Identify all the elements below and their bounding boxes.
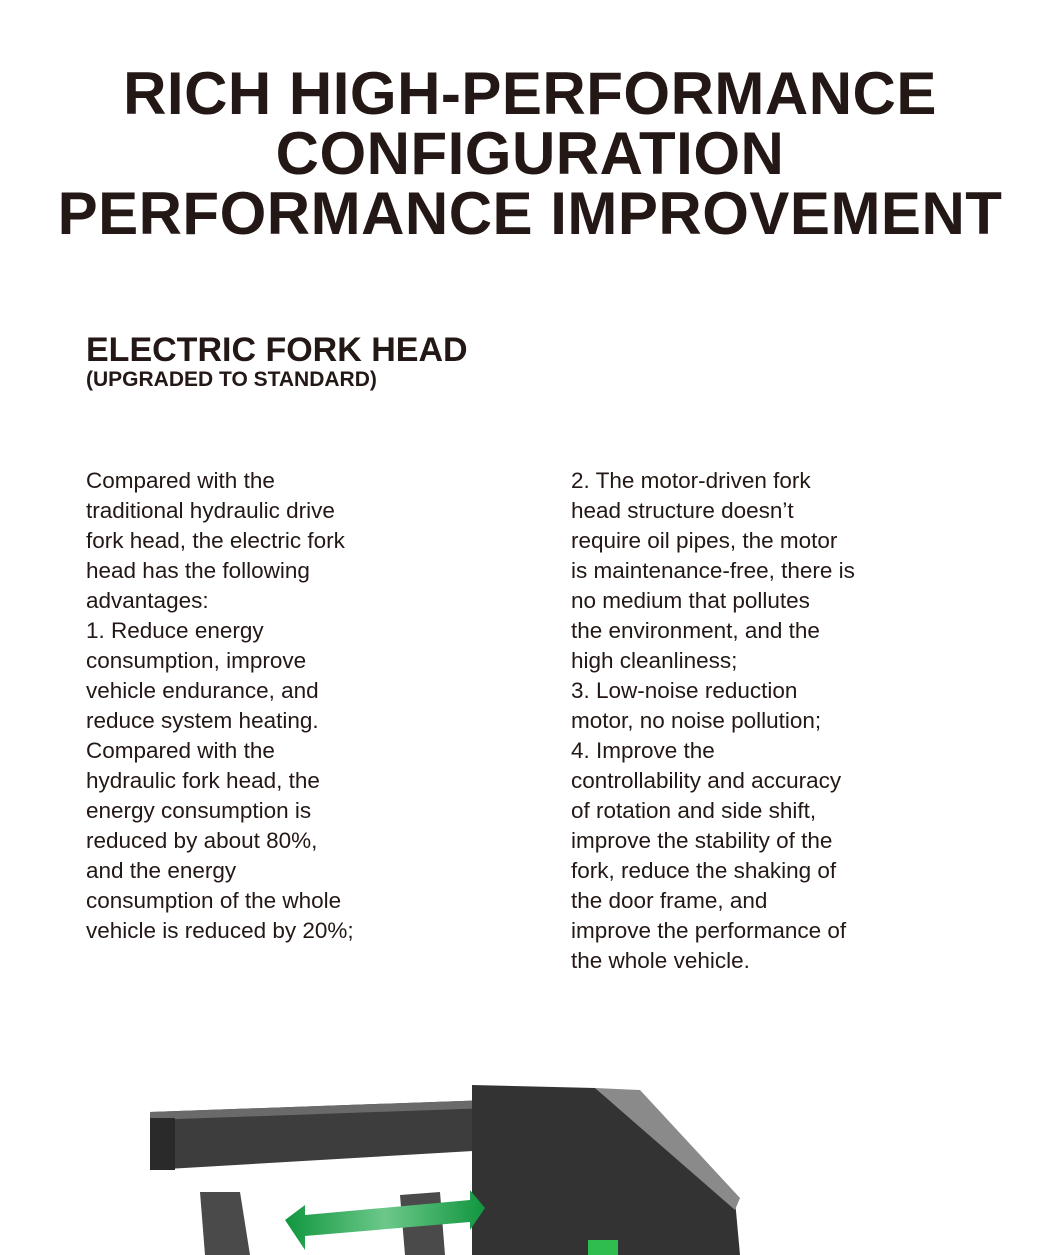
text-line: the door frame, and bbox=[571, 888, 768, 913]
text-line: require oil pipes, the motor bbox=[571, 528, 838, 553]
text-line: Compared with the bbox=[86, 468, 275, 493]
text-line: controllability and accuracy bbox=[571, 768, 842, 793]
text-line: the environment, and the bbox=[571, 618, 820, 643]
text-line: Compared with the bbox=[86, 738, 275, 763]
text-line: head has the following bbox=[86, 558, 310, 583]
text-line: energy consumption is bbox=[86, 798, 312, 823]
fork-head-product-image bbox=[0, 1060, 1060, 1255]
text-line: 4. Improve the bbox=[571, 738, 715, 763]
text-line: traditional hydraulic drive bbox=[86, 498, 335, 523]
text-line: consumption of the whole bbox=[86, 888, 342, 913]
text-line: high cleanliness; bbox=[571, 648, 738, 673]
text-line: and the energy bbox=[86, 858, 237, 883]
text-line: no medium that pollutes bbox=[571, 588, 810, 613]
text-line: 3. Low-noise reduction bbox=[571, 678, 798, 703]
left-text-column bbox=[86, 466, 406, 946]
page-title bbox=[0, 60, 1060, 247]
text-line: consumption, improve bbox=[86, 648, 307, 673]
title-line: PERFORMANCE IMPROVEMENT bbox=[57, 180, 1003, 247]
text-line: improve the stability of the bbox=[571, 828, 833, 853]
text-line: 1. Reduce energy bbox=[86, 618, 264, 643]
text-line: vehicle is reduced by 20%; bbox=[86, 918, 354, 943]
right-text-column bbox=[571, 466, 891, 976]
text-line: fork head, the electric fork bbox=[86, 528, 345, 553]
text-line: fork, reduce the shaking of bbox=[571, 858, 837, 883]
text-line: is maintenance-free, there is bbox=[571, 558, 855, 583]
arrow-icon bbox=[285, 1190, 485, 1250]
text-line: motor, no noise pollution; bbox=[571, 708, 822, 733]
section-heading: ELECTRIC FORK HEAD bbox=[86, 331, 468, 369]
section-subheading: (UPGRADED TO STANDARD) bbox=[86, 368, 377, 391]
text-line: reduced by about 80%, bbox=[86, 828, 318, 853]
text-line: vehicle endurance, and bbox=[86, 678, 319, 703]
text-line: advantages: bbox=[86, 588, 209, 613]
title-line: CONFIGURATION bbox=[275, 120, 785, 187]
text-line: the whole vehicle. bbox=[571, 948, 750, 973]
text-line: improve the performance of bbox=[571, 918, 847, 943]
text-line: hydraulic fork head, the bbox=[86, 768, 320, 793]
text-line: head structure doesn’t bbox=[571, 498, 794, 523]
title-line: RICH HIGH-PERFORMANCE bbox=[123, 60, 937, 127]
text-line: of rotation and side shift, bbox=[571, 798, 817, 823]
text-line: 2. The motor-driven fork bbox=[571, 468, 811, 493]
text-line: reduce system heating. bbox=[86, 708, 319, 733]
